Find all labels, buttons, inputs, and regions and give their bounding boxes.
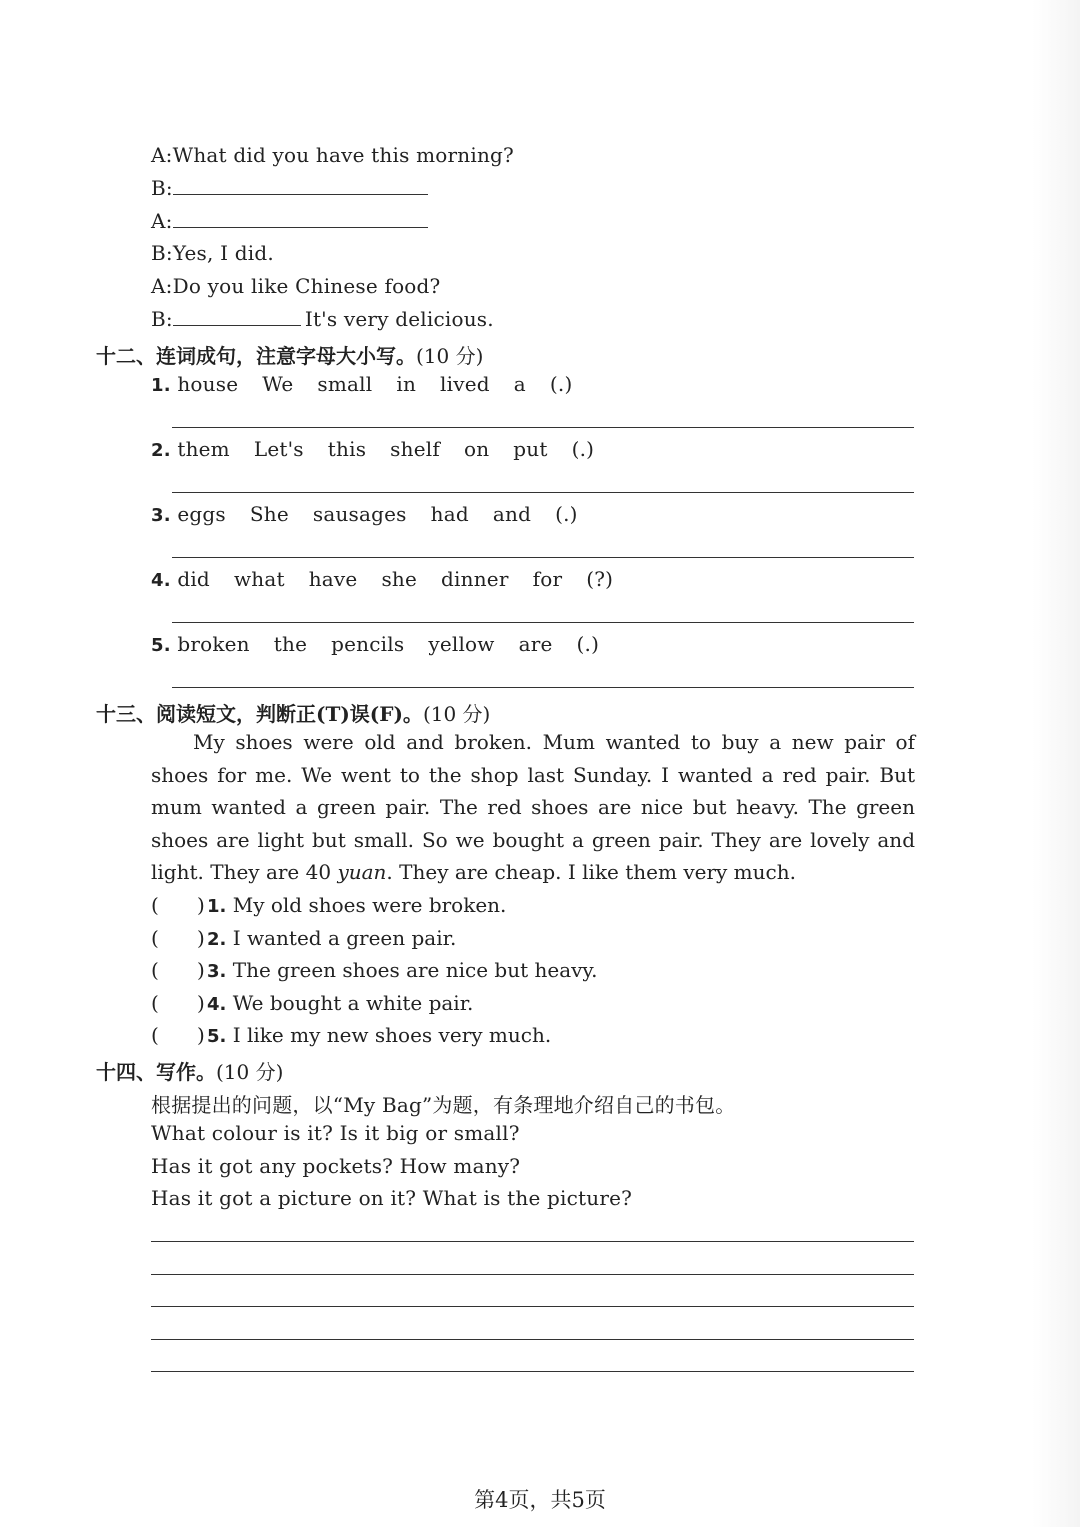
word: Let's: [253, 437, 304, 461]
reading-passage: [151, 726, 915, 889]
answer-blank[interactable]: [173, 307, 301, 326]
item-number: 5.: [207, 1026, 227, 1047]
word: eggs: [177, 502, 226, 526]
writing-question-3: Has it got a picture on it? What is the picture?: [151, 1186, 633, 1210]
speaker-label: B:: [151, 176, 173, 200]
dialogue-line-3: [151, 209, 428, 233]
passage-text: My shoes were old and broken. Mum wanted to buy a new pair of shoes for me. We went to the shop last Sunday. I wanted a red pair. But mum wanted a green pair. The red shoes are nice but heavy. The green shoes are light but small. So we bought a green pair. They are lovely and light. They are 40: [151, 730, 915, 885]
speaker-label: B:: [151, 241, 173, 265]
statement: I wanted a green pair.: [232, 926, 457, 950]
dialogue-line-4: [151, 241, 274, 265]
word: what: [233, 567, 285, 591]
word: shelf: [390, 437, 440, 461]
writing-line[interactable]: [151, 1339, 914, 1340]
item-number: 3.: [207, 961, 227, 982]
reorder-item-3: [151, 502, 578, 526]
word: them: [177, 437, 230, 461]
page-edge-shadow: [1032, 0, 1080, 1527]
tf-item-3: [151, 958, 597, 982]
dialogue-text: What did you have this morning?: [172, 143, 514, 167]
section-title: 十二、连词成句，注意字母大小写。: [96, 344, 416, 368]
word: are: [518, 632, 553, 656]
word: have: [308, 567, 358, 591]
answer-line[interactable]: [172, 427, 914, 428]
item-number: 1.: [207, 896, 227, 917]
passage-text: . They are cheap. I like them very much.: [386, 860, 796, 885]
reorder-item-2: [151, 437, 594, 461]
statement: I like my new shoes very much.: [232, 1023, 552, 1047]
punctuation-hint: (.): [576, 632, 600, 656]
answer-paren[interactable]: ( ): [151, 1023, 205, 1047]
word: a: [513, 372, 526, 396]
writing-line[interactable]: [151, 1371, 914, 1372]
word: for: [532, 567, 563, 591]
word: lived: [440, 372, 490, 396]
dialogue-line-1: [151, 143, 514, 167]
word: pencils: [331, 632, 405, 656]
section-score: (10 分): [216, 1060, 284, 1084]
section-13-heading: [96, 698, 490, 727]
passage-italic: yuan: [337, 860, 387, 885]
answer-blank[interactable]: [173, 209, 428, 228]
answer-paren[interactable]: ( ): [151, 893, 205, 917]
item-number: 2.: [151, 440, 171, 461]
section-score: (10 分): [422, 702, 491, 726]
statement: We bought a white pair.: [232, 991, 474, 1015]
speaker-label: B:: [151, 307, 173, 331]
answer-line[interactable]: [172, 492, 914, 493]
word: did: [177, 567, 210, 591]
punctuation-hint: (.): [571, 437, 595, 461]
word: put: [513, 437, 548, 461]
dialogue-line-6: [151, 307, 494, 331]
word: dinner: [441, 567, 509, 591]
punctuation-hint: (.): [555, 502, 578, 526]
punctuation-hint: (.): [549, 372, 573, 396]
item-number: 3.: [151, 505, 171, 526]
writing-line[interactable]: [151, 1306, 914, 1307]
answer-blank[interactable]: [173, 176, 428, 195]
word: the: [273, 632, 308, 656]
answer-paren[interactable]: ( ): [151, 991, 205, 1015]
punctuation-hint: (?): [586, 567, 614, 591]
tf-item-5: [151, 1023, 551, 1047]
word: She: [249, 502, 289, 526]
dialogue-text: Yes, I did.: [172, 241, 274, 265]
word: and: [492, 502, 532, 526]
statement: The green shoes are nice but heavy.: [232, 958, 598, 982]
statement: My old shoes were broken.: [232, 893, 507, 917]
dialogue-text: Do you like Chinese food?: [172, 274, 441, 298]
speaker-label: A:: [151, 274, 173, 298]
word: We: [262, 372, 294, 396]
speaker-label: A:: [151, 209, 173, 233]
item-number: 1.: [151, 375, 171, 396]
writing-line[interactable]: [151, 1274, 914, 1275]
word: in: [396, 372, 417, 396]
tf-item-4: [151, 991, 473, 1015]
section-title: 十四、写作。: [96, 1060, 216, 1084]
dialogue-line-5: [151, 274, 440, 298]
item-number: 5.: [151, 635, 171, 656]
answer-paren[interactable]: ( ): [151, 958, 205, 982]
writing-question-1: What colour is it? Is it big or small?: [151, 1121, 520, 1145]
word: this: [327, 437, 367, 461]
word: house: [177, 372, 239, 396]
word: sausages: [312, 502, 407, 526]
item-number: 2.: [207, 929, 227, 950]
dialogue-text: It's very delicious.: [304, 307, 494, 331]
word: on: [463, 437, 490, 461]
writing-instruction: 根据提出的问题，以“My Bag”为题，有条理地介绍自己的书包。: [151, 1093, 736, 1117]
item-number: 4.: [151, 570, 171, 591]
reorder-item-5: [151, 632, 599, 656]
writing-line[interactable]: [151, 1241, 914, 1242]
word: yellow: [428, 632, 495, 656]
reorder-item-1: [151, 372, 572, 396]
item-number: 4.: [207, 994, 227, 1015]
section-score: (10 分): [416, 344, 484, 368]
page-number: 第4页，共5页: [474, 1488, 606, 1512]
reorder-item-4: [151, 567, 613, 591]
section-14-heading: [96, 1056, 283, 1085]
dialogue-line-2: [151, 176, 428, 200]
section-12-heading: [96, 340, 483, 369]
word: broken: [177, 632, 250, 656]
answer-line[interactable]: [172, 557, 914, 558]
word: small: [317, 372, 373, 396]
speaker-label: A:: [151, 143, 173, 167]
tf-item-2: [151, 926, 456, 950]
word: had: [430, 502, 469, 526]
answer-line[interactable]: [172, 687, 914, 688]
word: she: [381, 567, 418, 591]
writing-question-2: Has it got any pockets? How many?: [151, 1154, 521, 1178]
answer-paren[interactable]: ( ): [151, 926, 205, 950]
section-title: 十三、阅读短文，判断正(T)误(F)。: [96, 702, 423, 726]
answer-line[interactable]: [172, 622, 914, 623]
tf-item-1: [151, 893, 506, 917]
